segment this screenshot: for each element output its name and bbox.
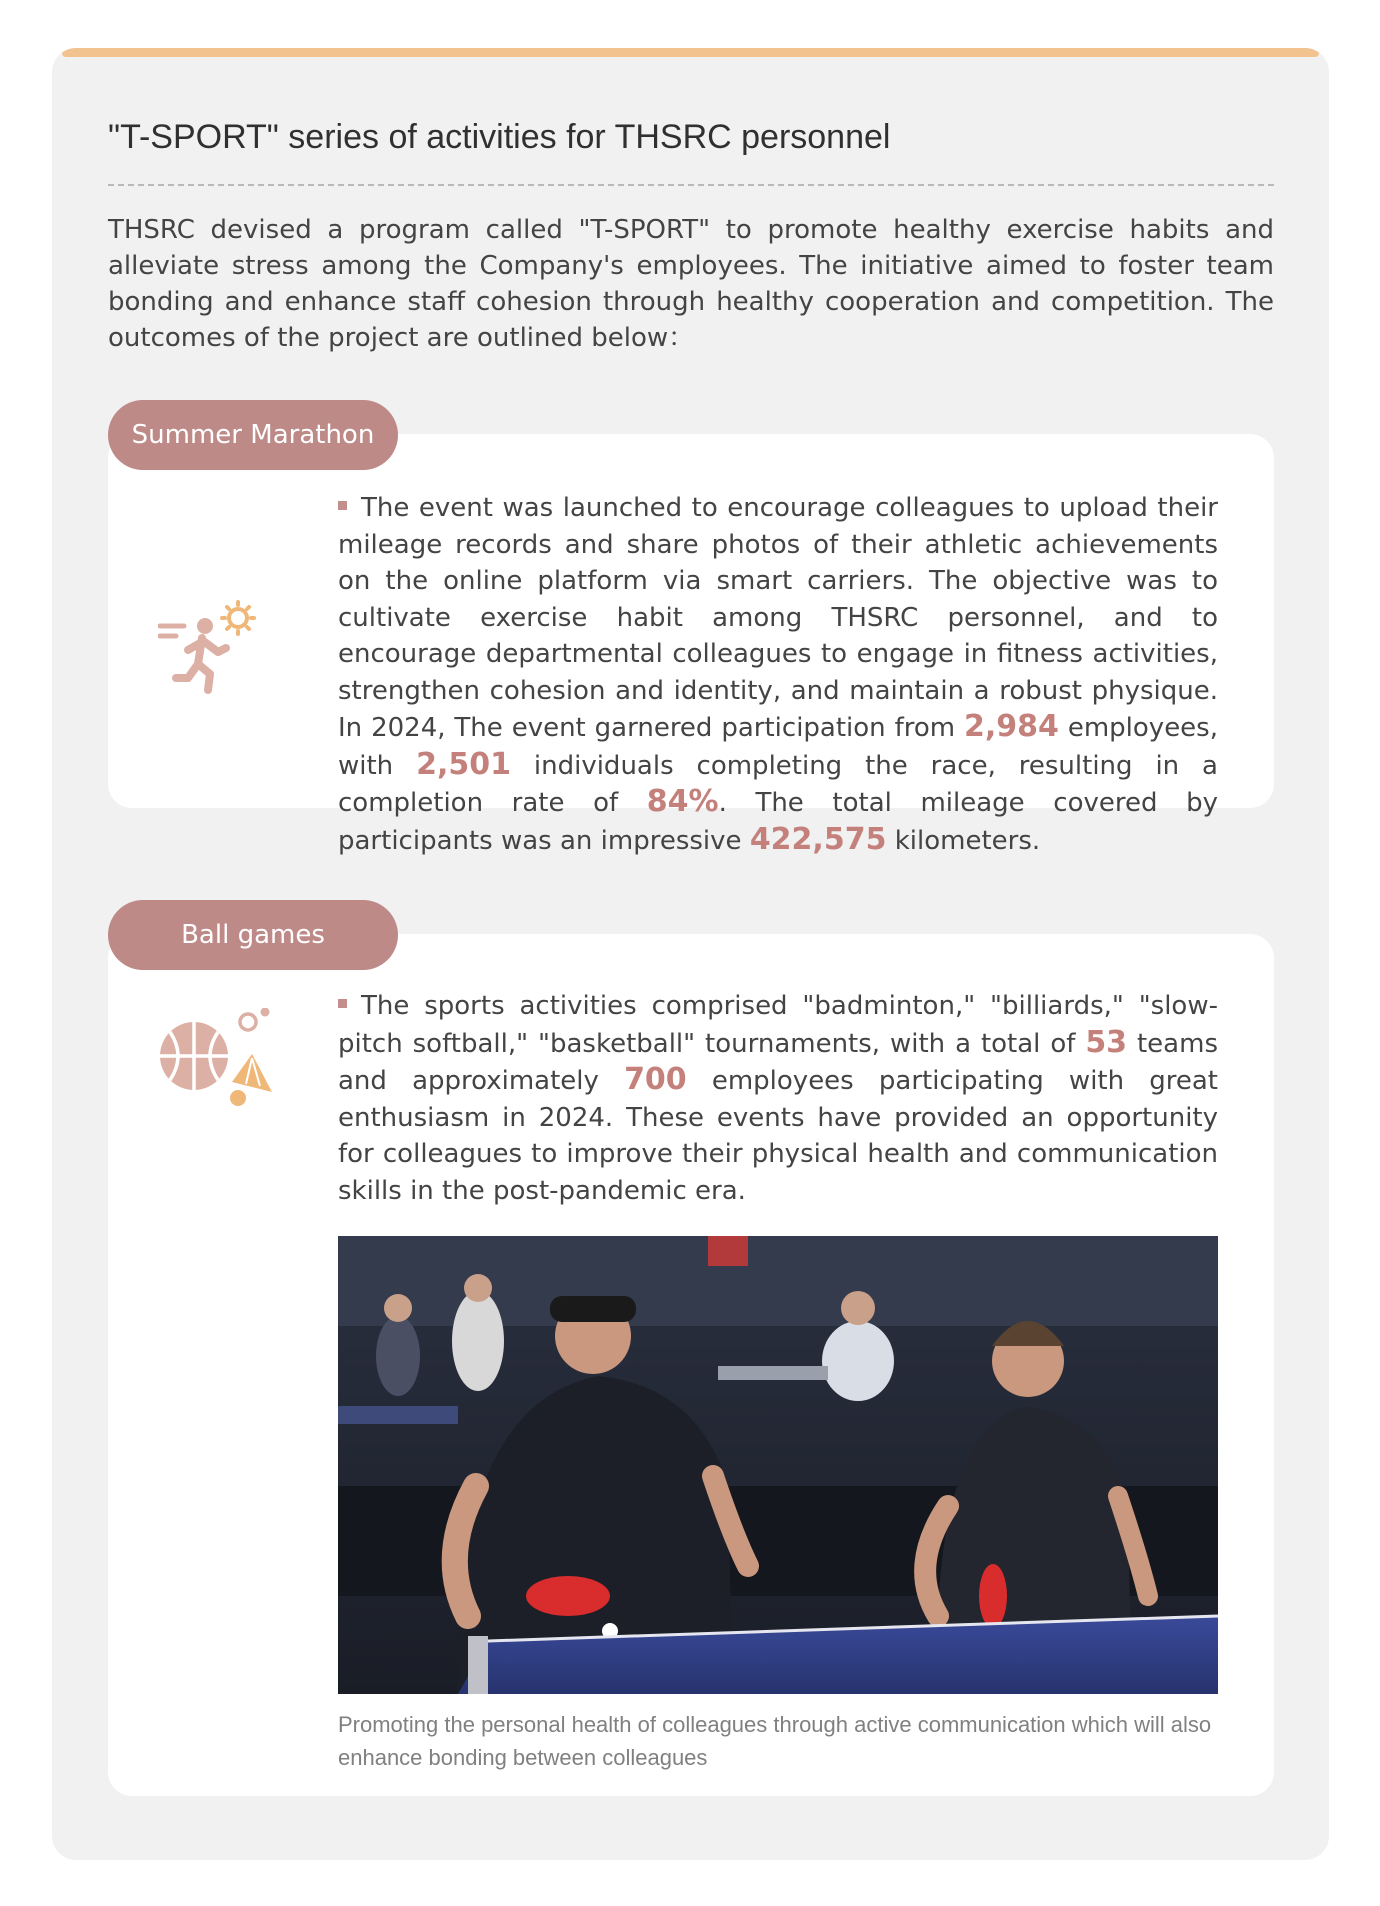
- ball-games-card: [108, 934, 1274, 1796]
- intro-paragraph: THSRC devised a program called "T-SPORT" to promote healthy exercise habits and alleviate stress among the Company's employees. The initiative aimed to foster team bonding and enhance staff cohesion through healthy cooperation and competition. The outcomes of the project are outlined below：: [108, 215, 1274, 353]
- photo-caption: Promoting the personal health of colleagues through active communication which will also enhance bonding between colleagues: [338, 1712, 1212, 1770]
- section-label-ball-games: Ball games: [108, 900, 398, 970]
- marathon-card: [108, 434, 1274, 857]
- table-tennis-photo: [338, 1236, 1218, 1694]
- ball-games-description: The sports activities comprised "badminton," "billiards," "slow-pitch softball," "basketball" tournaments, with a total of 53 teams and approximately 700 employees participating with great enthusiasm in 2024. These events have provided an opportunity for colleagues to improve their physical health and communication skills in the post-pandemic era.: [338, 991, 1218, 1206]
- page-title: "T-SPORT" series of activities for THSRC personnel: [108, 118, 891, 156]
- marathon-description: The event was launched to encourage colleagues to upload their mileage records and share photos of their athletic achievements on the online platform via smart carriers. The objective was to cultivate exercise habit among THSRC personnel, and to encourage departmental colleagues to engage in fitness activities, strengthen cohesion and identity, and maintain a robust physique. In 2024, The event garnered participation from 2,984 employees, with 2,501 individuals completing the race, resulting in a completion rate of 84%. The total mileage covered by participants was an impressive 422,575 kilometers.: [338, 493, 1218, 857]
- bullet-marker: [338, 999, 347, 1008]
- accent-bar: [62, 48, 1319, 57]
- teams-count: 53: [1085, 1024, 1128, 1060]
- title-divider: [108, 184, 1274, 186]
- employees-count: 700: [624, 1062, 687, 1097]
- basketball-shuttlecock-icon: [156, 1008, 280, 1118]
- completion-rate: 84%: [646, 784, 719, 819]
- bullet-marker: [338, 501, 347, 510]
- participants-count: 2,984: [964, 709, 1059, 744]
- total-mileage: 422,575: [749, 821, 887, 857]
- section-label-summer-marathon: Summer Marathon: [108, 400, 398, 470]
- content-panel: [52, 48, 1329, 1860]
- runner-icon: [158, 598, 258, 698]
- completed-count: 2,501: [416, 746, 511, 782]
